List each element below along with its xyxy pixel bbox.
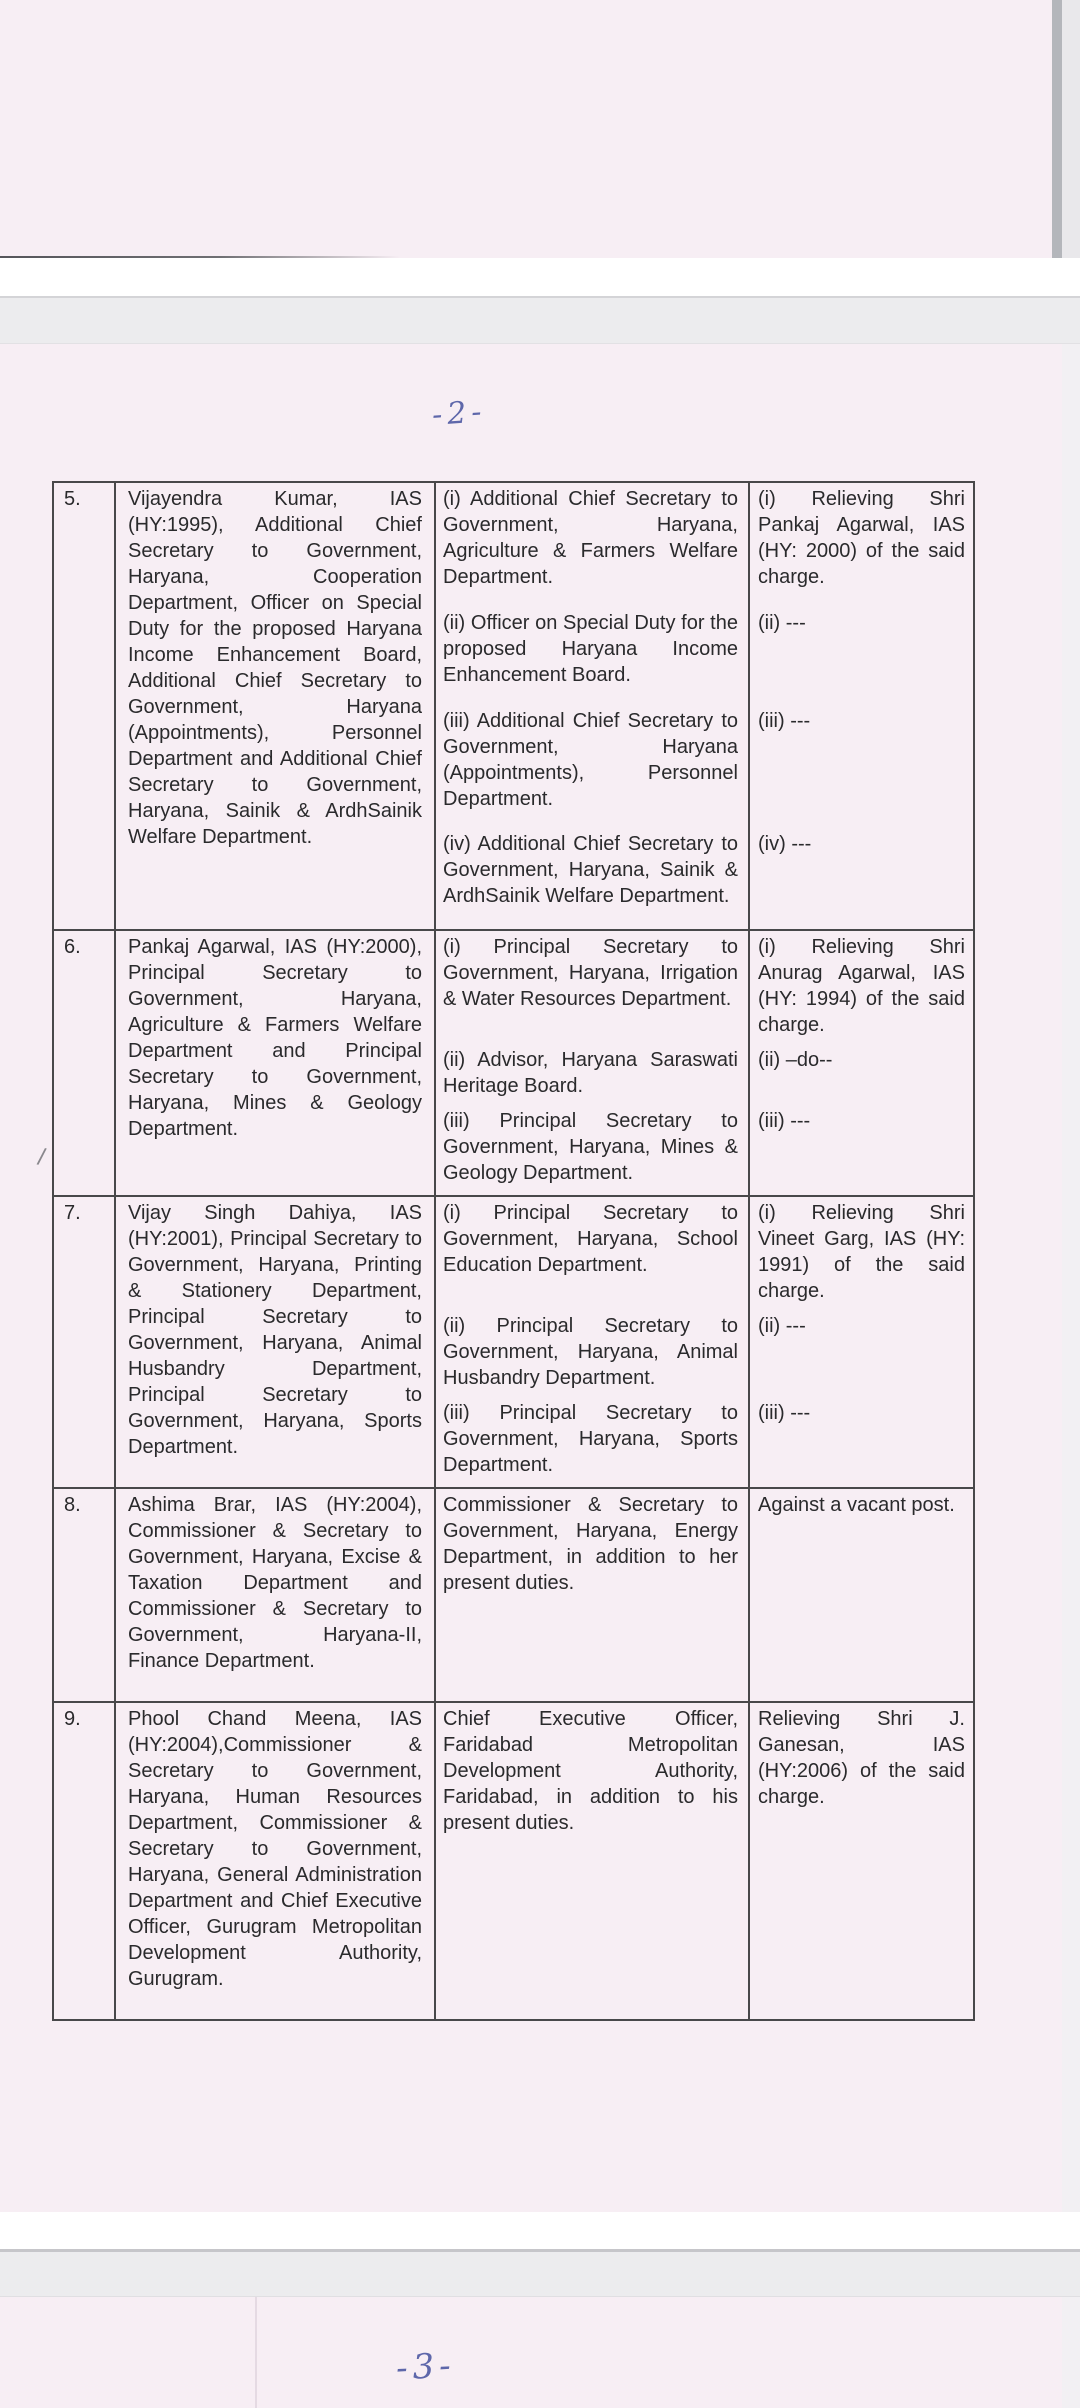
table-row <box>54 1487 973 1701</box>
posting-item: Commissioner & Secretary to Government, Haryana, Energy Department, in addition to her present duties. <box>443 1494 738 1594</box>
officer-cell: Ashima Brar, IAS (HY:2004), Commissioner & Secretary to Government, Haryana, Excise & Taxation Department and Commissioner & Secretary to Government, Haryana-II, Finance Department. <box>128 1494 422 1672</box>
officer-cell: Phool Chand Meena, IAS (HY:2004),Commissioner & Secretary to Government, Haryana, Human Resources Department, Commissioner & Secretary to Government, Haryana, General Administration Department and Chief Executive Officer, Gurugram Metropolitan Development Authority, Gurugram. <box>128 1708 422 1990</box>
stray-pen-mark: / <box>35 1143 48 1172</box>
column-divider <box>114 931 116 1195</box>
posting-item: (i) Additional Chief Secretary to Government, Haryana, Agriculture & Farmers Welfare Department. <box>443 488 738 588</box>
column-divider <box>114 1703 116 2019</box>
table-row <box>54 1701 973 2019</box>
column-divider <box>434 931 436 1195</box>
posting-item: (ii) Principal Secretary to Government, Haryana, Animal Husbandry Department. <box>443 1315 738 1389</box>
scan-backdrop-right <box>1062 2297 1080 2408</box>
posting-item: (iv) Additional Chief Secretary to Government, Haryana, Sainik & ArdhSainik Welfare Department. <box>443 833 738 908</box>
posting-remarks-grid <box>434 931 973 1195</box>
remark-item: (iii) --- <box>758 1110 811 1132</box>
table-row <box>54 483 973 929</box>
remark-item: Against a vacant post. <box>758 1494 955 1516</box>
scan-backdrop-right <box>1062 0 1080 258</box>
scanned-page-2 <box>0 344 1062 2212</box>
handwritten-page-number-2: -2- <box>430 394 488 433</box>
transfer-order-table <box>52 481 975 2021</box>
column-divider <box>434 483 436 929</box>
page-gap-white <box>0 258 1080 296</box>
posting-item: (iii) Additional Chief Secretary to Government, Haryana (Appointments), Personnel Department. <box>443 709 738 810</box>
officer-cell: Vijay Singh Dahiya, IAS (HY:2001), Principal Secretary to Government, Haryana, Printing & Stationery Department, Principal Secretary to Government, Haryana, Animal Husbandry Department, Principal Secretary to Government, Haryana, Sports Department. <box>128 1202 422 1458</box>
column-divider <box>434 1489 436 1701</box>
scanned-page-3-top <box>0 2297 1062 2408</box>
remark-item: (i) Relieving Shri Anurag Agarwal, IAS (HY: 1994) of the said charge. <box>758 936 965 1036</box>
remark-item: (ii) --- <box>758 1315 806 1337</box>
serial-number-cell: 6. <box>64 936 81 958</box>
posting-item: (iii) Principal Secretary to Government, Haryana, Sports Department. <box>443 1402 738 1476</box>
column-divider <box>748 483 750 929</box>
posting-remarks-grid <box>434 1703 973 2019</box>
column-divider <box>434 1197 436 1487</box>
remark-item: Relieving Shri J. Ganesan, IAS (HY:2006) of the said charge. <box>758 1708 965 1808</box>
officer-cell: Pankaj Agarwal, IAS (HY:2000), Principal Secretary to Government, Haryana, Agriculture & Farmers Welfare Department and Principal Secretary to Government, Haryana, Mines & Geology Department. <box>128 936 422 1140</box>
scanned-page-1-bottom <box>0 0 1062 258</box>
posting-item: Chief Executive Officer, Faridabad Metropolitan Development Authority, Faridabad, in addition to his present duties. <box>443 1708 738 1834</box>
remark-item: (i) Relieving Shri Pankaj Agarwal, IAS (HY: 2000) of the said charge. <box>758 488 965 588</box>
column-divider <box>114 483 116 929</box>
posting-remarks-grid <box>434 1197 973 1487</box>
remark-item: (iii) --- <box>758 1402 811 1424</box>
posting-item: (i) Principal Secretary to Government, Haryana, School Education Department. <box>443 1202 738 1276</box>
page-separator-band <box>0 296 1080 344</box>
remark-item: (iv) --- <box>758 833 812 856</box>
paper-crease <box>255 2297 257 2408</box>
serial-number-cell: 8. <box>64 1494 81 1516</box>
remark-item: (iii) --- <box>758 709 811 732</box>
posting-item: (ii) Officer on Special Duty for the proposed Haryana Income Enhancement Board. <box>443 611 738 686</box>
posting-item: (i) Principal Secretary to Government, Haryana, Irrigation & Water Resources Department. <box>443 936 738 1010</box>
column-divider <box>114 1489 116 1701</box>
remark-item: (ii) –do-- <box>758 1049 833 1071</box>
table-row <box>54 929 973 1195</box>
page-gap-white <box>0 2212 1080 2249</box>
serial-number-cell: 7. <box>64 1202 81 1224</box>
page-separator-band <box>0 2249 1080 2297</box>
column-divider <box>748 1703 750 2019</box>
posting-remarks-grid <box>434 483 973 929</box>
serial-number-cell: 9. <box>64 1708 81 1730</box>
posting-item: (ii) Advisor, Haryana Saraswati Heritage Board. <box>443 1049 738 1097</box>
posting-remarks-grid <box>434 1489 973 1701</box>
serial-number-cell: 5. <box>64 488 81 510</box>
column-divider <box>748 1489 750 1701</box>
column-divider <box>114 1197 116 1487</box>
officer-cell: Vijayendra Kumar, IAS (HY:1995), Additional Chief Secretary to Government, Haryana, Cooperation Department, Officer on Special Duty for the proposed Haryana Income Enhancement Board, Additional Chief Secretary to Government, Haryana (Appointments), Personnel Department and Additional Chief Secretary to Government, Haryana, Sainik & ArdhSainik Welfare Department. <box>128 488 422 848</box>
handwritten-page-number-3: -3- <box>394 2345 457 2389</box>
column-divider <box>748 1197 750 1487</box>
column-divider <box>748 931 750 1195</box>
remark-item: (i) Relieving Shri Vineet Garg, IAS (HY: 1991) of the said charge. <box>758 1202 965 1302</box>
column-divider <box>434 1703 436 2019</box>
table-row <box>54 1195 973 1487</box>
remark-item: (ii) --- <box>758 611 806 634</box>
scan-backdrop-right <box>1062 344 1080 2212</box>
posting-item: (iii) Principal Secretary to Government, Haryana, Mines & Geology Department. <box>443 1110 738 1184</box>
